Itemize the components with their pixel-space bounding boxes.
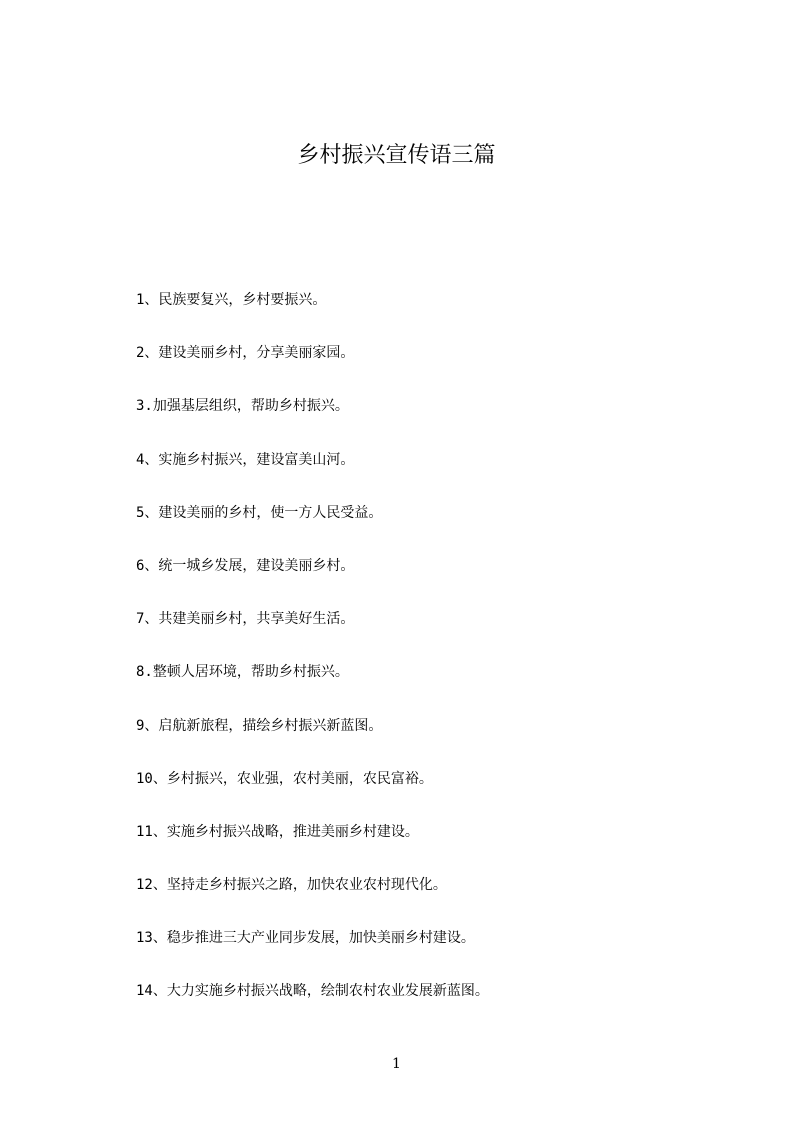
slogan-item: 12、坚持走乡村振兴之路，加快农业农村现代化。	[136, 877, 447, 894]
slogan-item: 2、建设美丽乡村，分享美丽家园。	[136, 345, 355, 362]
document-title: 乡村振兴宣传语三篇	[297, 143, 496, 168]
page-number: 1	[392, 1056, 401, 1072]
slogan-item: 9、启航新旅程，描绘乡村振兴新蓝图。	[136, 717, 383, 734]
slogan-item: 14、大力实施乡村振兴战略，绘制农村农业发展新蓝图。	[136, 983, 489, 1000]
slogan-item: 8.整顿人居环境，帮助乡村振兴。	[136, 664, 349, 681]
slogan-item: 6、统一城乡发展，建设美丽乡村。	[136, 557, 355, 574]
slogan-item: 4、实施乡村振兴，建设富美山河。	[136, 451, 355, 468]
slogan-item: 5、建设美丽的乡村，使一方人民受益。	[136, 504, 383, 521]
slogan-item: 13、稳步推进三大产业同步发展，加快美丽乡村建设。	[136, 930, 475, 947]
slogan-item: 1、民族要复兴，乡村要振兴。	[136, 292, 327, 308]
slogan-item: 11、实施乡村振兴战略，推进美丽乡村建设。	[136, 823, 419, 840]
slogan-item: 10、乡村振兴，农业强，农村美丽，农民富裕。	[136, 770, 433, 787]
slogan-item: 3.加强基层组织，帮助乡村振兴。	[136, 398, 349, 415]
slogan-list	[136, 288, 489, 1033]
slogan-item: 7、共建美丽乡村，共享美好生活。	[136, 611, 355, 628]
